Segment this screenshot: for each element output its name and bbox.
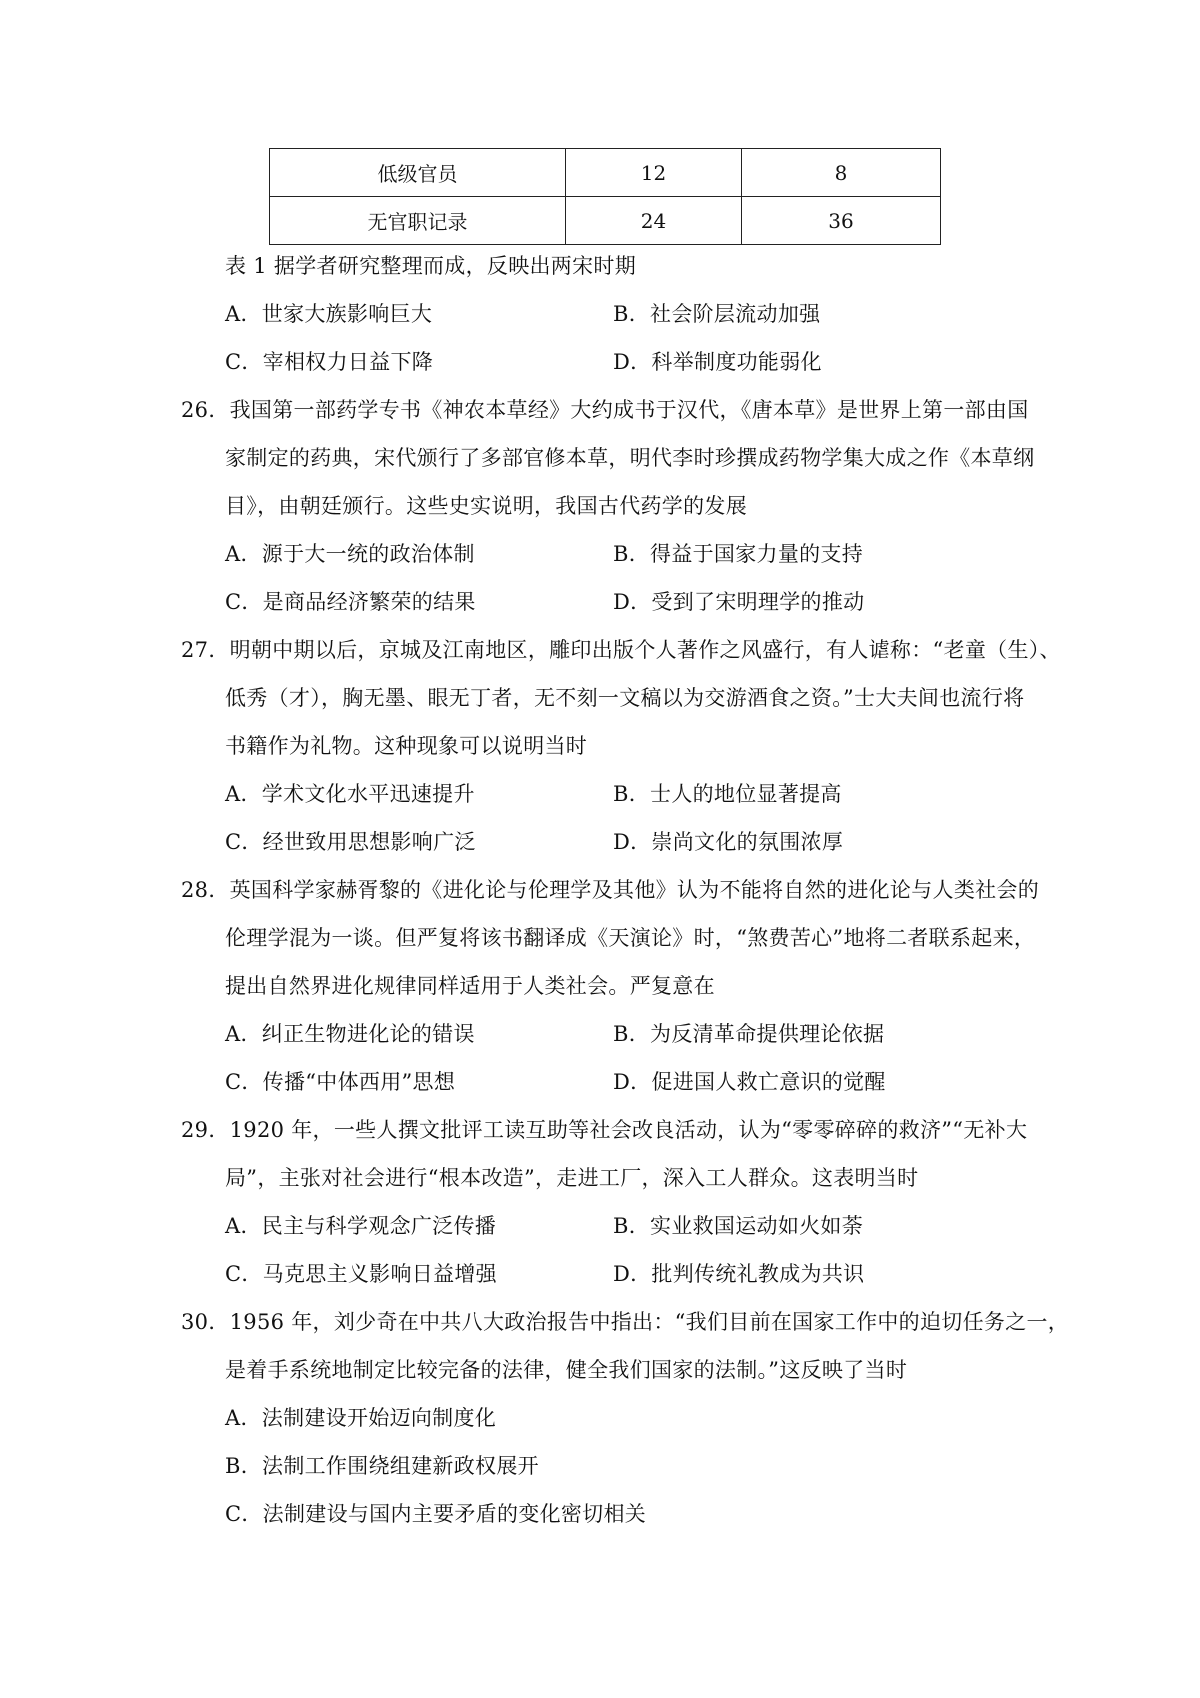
option-c: C．马克思主义影响日益增强 xyxy=(225,1262,497,1286)
option-a: A．民主与科学观念广泛传播 xyxy=(225,1214,497,1238)
question-30-text: 是着手系统地制定比较完备的法律，健全我们国家的法制。”这反映了当时 xyxy=(225,1358,908,1382)
option-b: B．士人的地位显著提高 xyxy=(613,782,842,806)
option-d: D．促进国人救亡意识的觉醒 xyxy=(613,1070,886,1094)
option-a: A．源于大一统的政治体制 xyxy=(225,542,475,566)
table-cell: 8 xyxy=(742,149,941,197)
table-cell: 12 xyxy=(566,149,742,197)
question-29-text: 局”，主张对社会进行“根本改造”，走进工厂，深入工人群众。这表明当时 xyxy=(225,1166,919,1190)
question-27-text: 低秀（才），胸无墨、眼无丁者，无不刻一文稿以为交游酒食之资。”士大夫间也流行将 xyxy=(225,686,1025,710)
option-c: C．宰相权力日益下降 xyxy=(225,350,434,374)
option-d: D．崇尚文化的氛围浓厚 xyxy=(613,830,844,854)
question-28-text: 伦理学混为一谈。但严复将该书翻译成《天演论》时，“煞费苦心”地将二者联系起来， xyxy=(225,926,1036,950)
question-26-text: 家制定的药典，宋代颁行了多部官修本草，明代李时珍撰成药物学集大成之作《本草纲 xyxy=(225,446,1035,470)
question-27-text: 书籍作为礼物。这种现象可以说明当时 xyxy=(225,734,588,758)
option-a: A．法制建设开始迈向制度化 xyxy=(225,1406,497,1430)
option-a: A．世家大族影响巨大 xyxy=(225,302,433,326)
question-28-text: 提出自然界进化规律同样适用于人类社会。严复意在 xyxy=(225,974,715,998)
option-d: D．受到了宋明理学的推动 xyxy=(613,590,865,614)
table-cell: 低级官员 xyxy=(270,149,566,197)
option-d: D．批判传统礼教成为共识 xyxy=(613,1262,865,1286)
option-b: B．社会阶层流动加强 xyxy=(613,302,821,326)
option-c: C．法制建设与国内主要矛盾的变化密切相关 xyxy=(225,1502,647,1526)
option-b: B．法制工作围绕组建新政权展开 xyxy=(225,1454,539,1478)
option-a: A．纠正生物进化论的错误 xyxy=(225,1022,475,1046)
option-b: B．为反清革命提供理论依据 xyxy=(613,1022,885,1046)
option-c: C．是商品经济繁荣的结果 xyxy=(225,590,476,614)
option-b: B．得益于国家力量的支持 xyxy=(613,542,864,566)
option-b: B．实业救国运动如火如荼 xyxy=(613,1214,864,1238)
option-d: D．科举制度功能弱化 xyxy=(613,350,822,374)
question-30-text: 30．1956 年，刘少奇在中共八大政治报告中指出：“我们目前在国家工作中的迫切任务之一， xyxy=(181,1310,1070,1334)
table-cell: 无官职记录 xyxy=(270,197,566,245)
option-a: A．学术文化水平迅速提升 xyxy=(225,782,475,806)
table-cell: 36 xyxy=(742,197,941,245)
question-28-text: 28．英国科学家赫胥黎的《进化论与伦理学及其他》认为不能将自然的进化论与人类社会的 xyxy=(181,878,1040,902)
question-27-text: 27．明朝中期以后，京城及江南地区，雕印出版个人著作之风盛行，有人谑称：“老童（生）、 xyxy=(181,638,1061,662)
table-row xyxy=(270,197,941,245)
table-row xyxy=(270,149,941,197)
table-cell: 24 xyxy=(566,197,742,245)
question-26-text: 目》，由朝廷颁行。这些史实说明，我国古代药学的发展 xyxy=(225,494,747,518)
option-c: C．经世致用思想影响广泛 xyxy=(225,830,476,854)
table-note: 表 1 据学者研究整理而成，反映出两宋时期 xyxy=(225,254,637,278)
question-26-text: 26．我国第一部药学专书《神农本草经》大约成书于汉代，《唐本草》是世界上第一部由国 xyxy=(181,398,1029,422)
data-table xyxy=(269,148,941,245)
option-c: C．传播“中体西用”思想 xyxy=(225,1070,456,1094)
question-29-text: 29．1920 年，一些人撰文批评工读互助等社会改良活动，认为“零零碎碎的救济”“无补大 xyxy=(181,1118,1028,1142)
